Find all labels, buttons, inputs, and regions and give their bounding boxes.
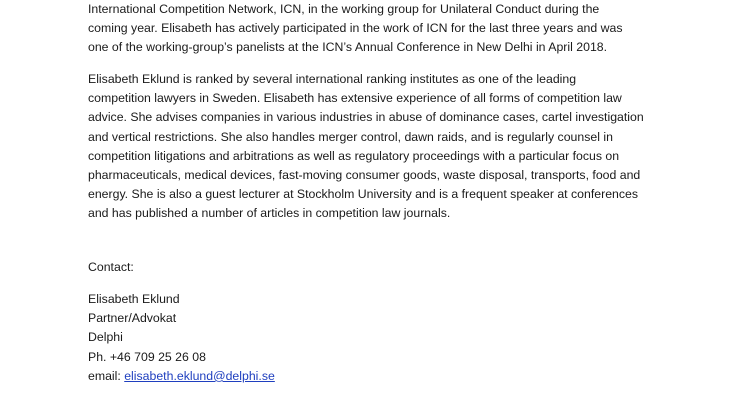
text-line: energy. She is also a guest lecturer at Stockholm University and is a frequent speaker at conferences <box>88 187 639 202</box>
contact-details <box>88 290 275 386</box>
contact-email-row <box>88 367 275 386</box>
contact-name: Elisabeth Eklund <box>88 292 180 306</box>
contact-heading: Contact: <box>88 260 134 274</box>
text-line: one of the working-group’s panelists at the ICN’s Annual Conference in New Delhi in April 2018. <box>88 40 608 55</box>
contact-phone: Ph. +46 709 25 26 08 <box>88 349 206 364</box>
text-line: pharmaceuticals, medical devices, fast-moving consumer goods, waste disposal, transports, food and <box>88 168 641 183</box>
contact-company: Delphi <box>88 330 123 345</box>
text-line: International Competition Network, ICN, in the working group for Unilateral Conduct during the <box>88 2 600 16</box>
contact-title: Partner/Advokat <box>88 311 177 326</box>
text-line: and vertical restrictions. She also handles merger control, dawn raids, and is regularly counsel in <box>88 129 613 144</box>
email-label: email: <box>88 368 125 383</box>
paragraph-ranking <box>88 70 644 224</box>
email-link[interactable]: elisabeth.eklund@delphi.se <box>124 368 275 383</box>
text-line: competition litigations and arbitrations as well as regulatory proceedings with a particular focus on <box>88 148 620 163</box>
text-line: coming year. Elisabeth has actively participated in the work of ICN for the last three years and was <box>88 21 623 36</box>
text-line: and has published a number of articles in competition law journals. <box>88 206 451 221</box>
text-line: Elisabeth Eklund is ranked by several international ranking institutes as one of the leading <box>88 72 577 86</box>
paragraph-icn <box>88 0 623 58</box>
text-line: advice. She advises companies in various industries in abuse of dominance cases, cartel investigation <box>88 110 644 125</box>
text-line: competition lawyers in Sweden. Elisabeth has extensive experience of all forms of competition law <box>88 91 622 106</box>
